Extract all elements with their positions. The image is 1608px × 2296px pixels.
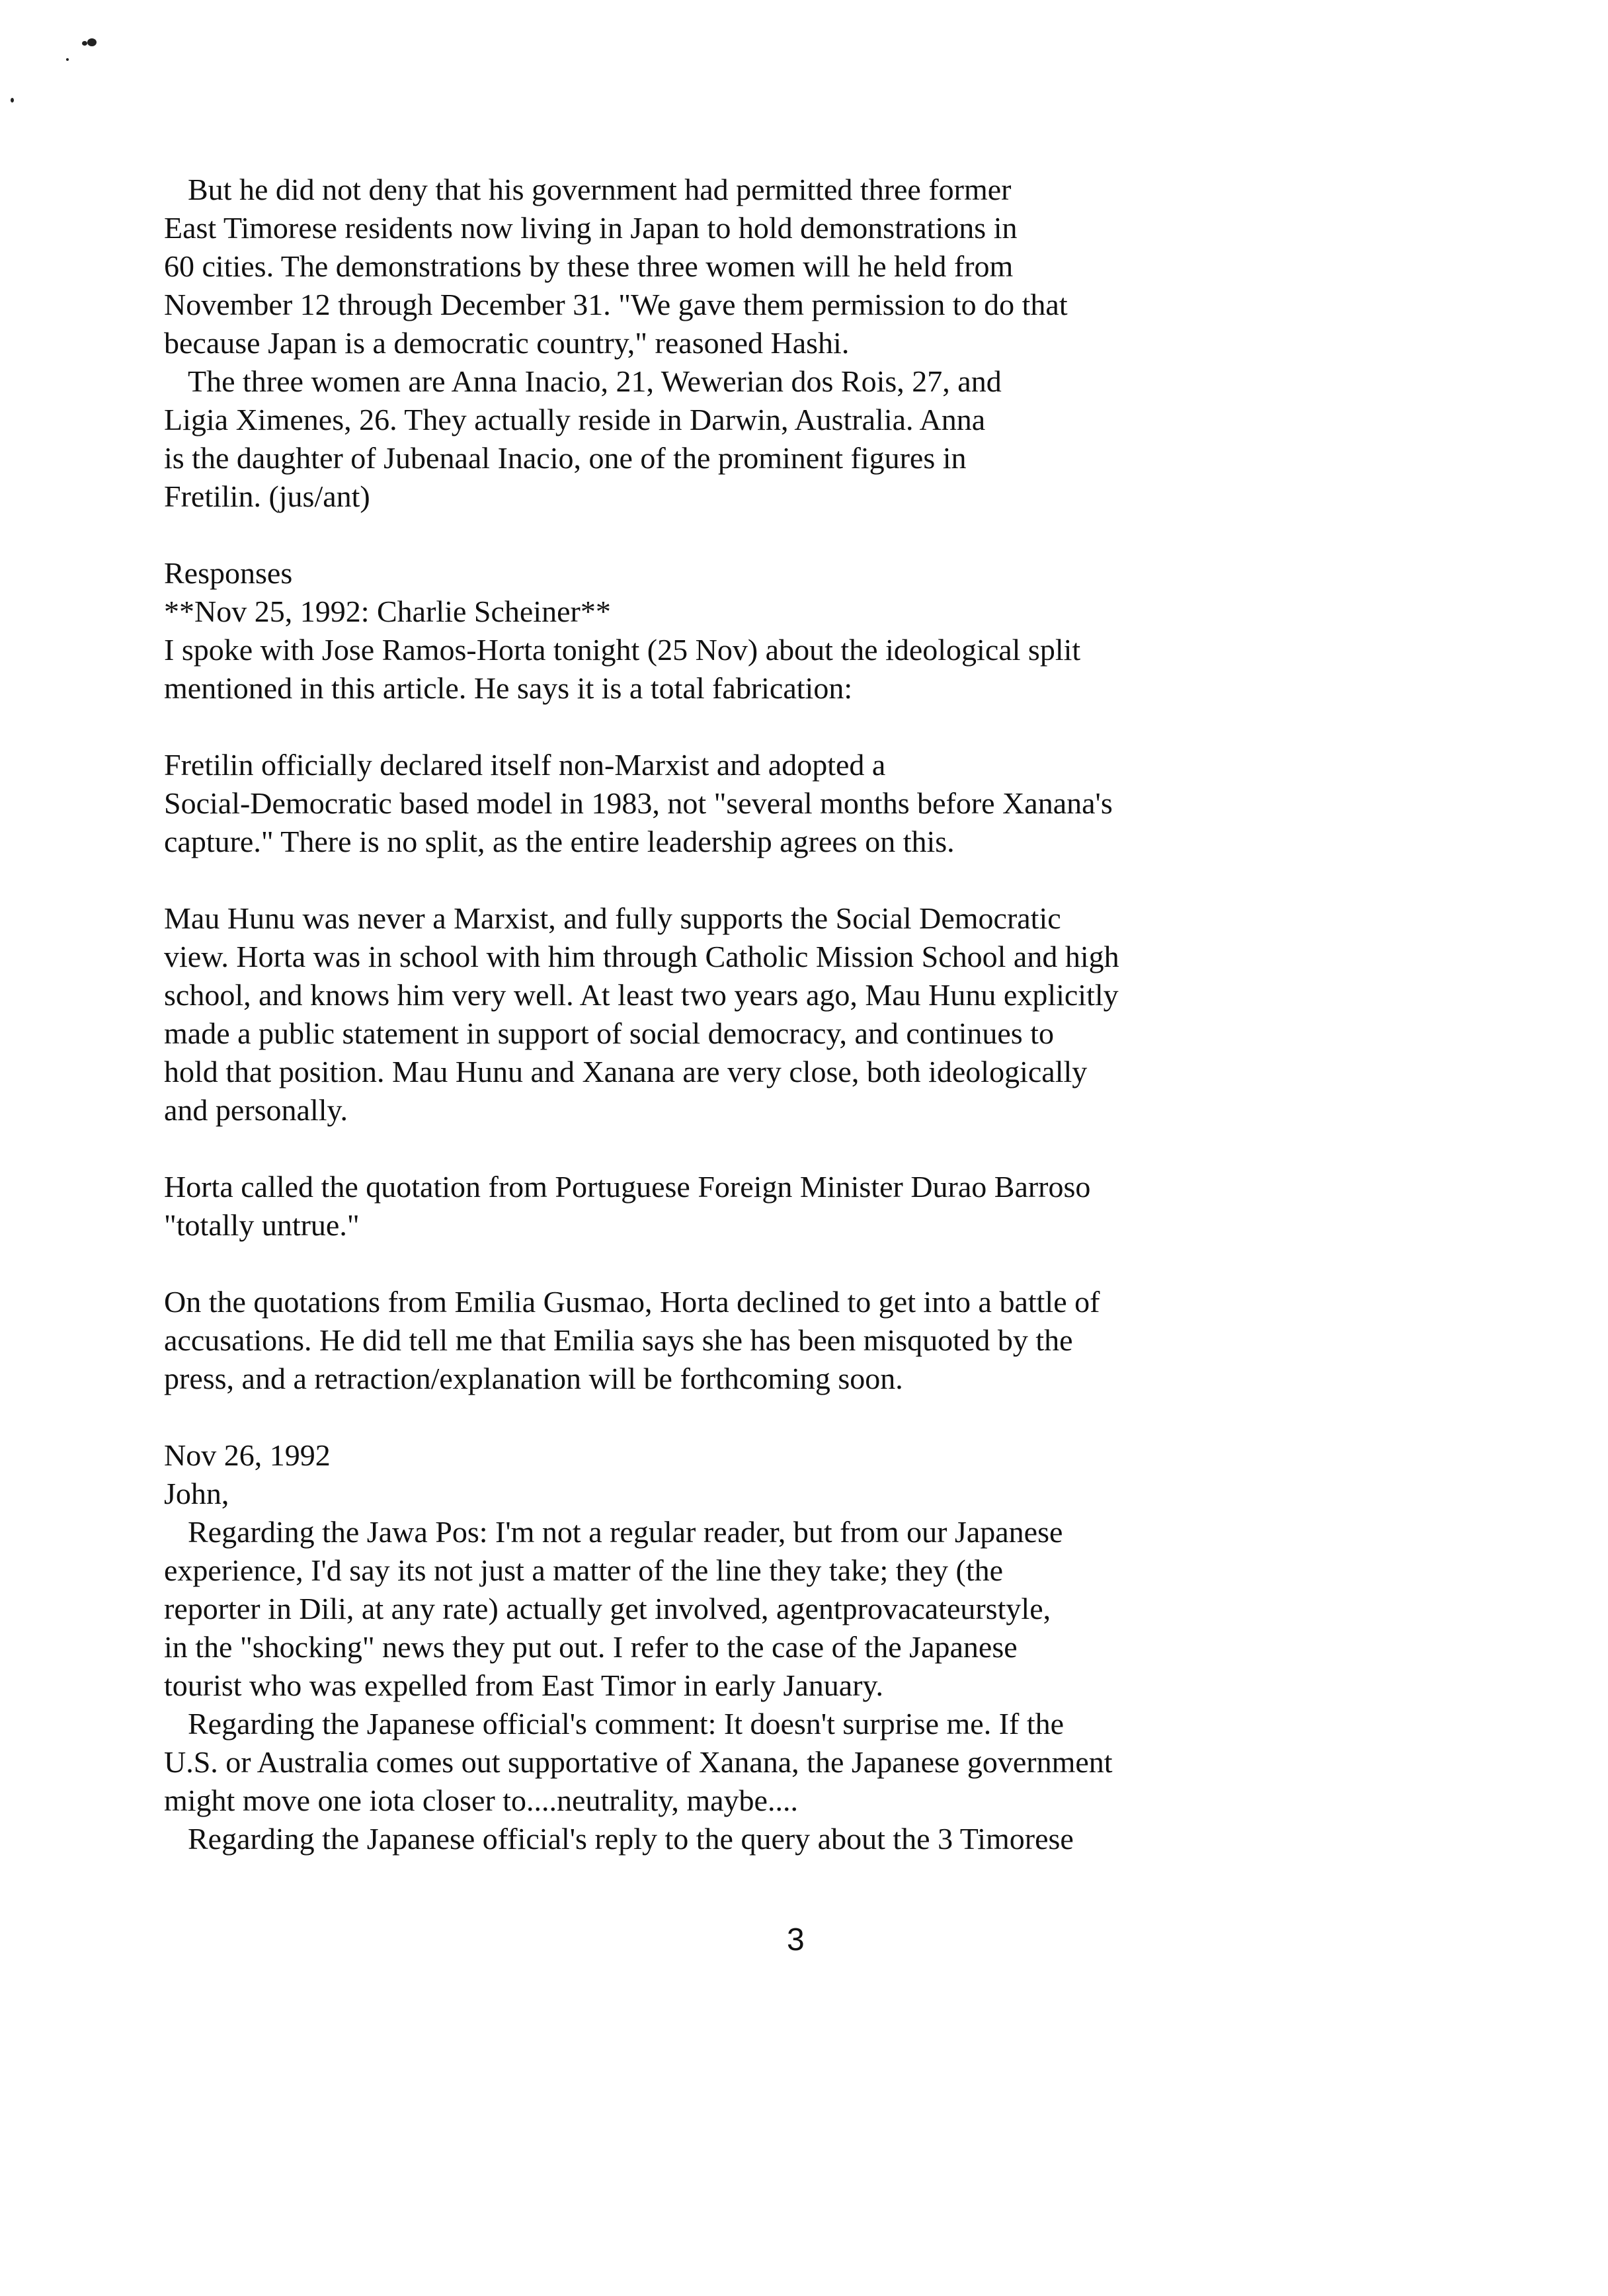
- text-line: view. Horta was in school with him through Catholic Mission School and high: [164, 940, 1119, 973]
- text-line: accusations. He did tell me that Emilia says she has been misquoted by the: [164, 1323, 1073, 1357]
- text-line: On the quotations from Emilia Gusmao, Horta declined to get into a battle of: [164, 1285, 1100, 1319]
- text-line: capture." There is no split, as the entire leadership agrees on this.: [164, 825, 955, 858]
- response-paragraph: [164, 1283, 1460, 1398]
- section-heading: Responses: [164, 556, 293, 590]
- scan-speck: [87, 38, 97, 46]
- text-line: "totally untrue.": [164, 1208, 360, 1242]
- text-line: Horta called the quotation from Portuguese Foreign Minister Durao Barroso: [164, 1170, 1091, 1204]
- text-line: Regarding the Japanese official's comment: It doesn't surprise me. If the: [188, 1707, 1065, 1741]
- page-number: 3: [787, 1922, 805, 1957]
- text-line: experience, I'd say its not just a matter of the line they take; they (the: [164, 1553, 1004, 1587]
- scan-speck: [82, 41, 87, 46]
- text-line: But he did not deny that his government had permitted three former: [188, 173, 1012, 206]
- text-line: U.S. or Australia comes out supportative of Xanana, the Japanese government: [164, 1745, 1113, 1779]
- response-byline: **Nov 25, 1992: Charlie Scheiner**: [164, 594, 611, 628]
- scan-speck: [11, 98, 14, 102]
- text-line: in the "shocking" news they put out. I refer to the case of the Japanese: [164, 1630, 1018, 1664]
- salutation: John,: [164, 1477, 229, 1510]
- response-paragraph: [164, 899, 1460, 1129]
- response-paragraph: [164, 1436, 1460, 1858]
- text-line: made a public statement in support of social democracy, and continues to: [164, 1016, 1054, 1050]
- text-line: Ligia Ximenes, 26. They actually reside in Darwin, Australia. Anna: [164, 403, 986, 436]
- text-line: tourist who was expelled from East Timor in early January.: [164, 1668, 884, 1702]
- text-line: Regarding the Japanese official's reply to the query about the 3 Timorese: [188, 1822, 1074, 1856]
- text-line: 60 cities. The demonstrations by these three women will he held from: [164, 249, 1014, 283]
- text-line: Social-Democratic based model in 1983, not "several months before Xanana's: [164, 786, 1113, 820]
- text-line: Mau Hunu was never a Marxist, and fully supports the Social Democratic: [164, 901, 1061, 935]
- text-line: school, and knows him very well. At least two years ago, Mau Hunu explicitly: [164, 978, 1119, 1012]
- text-line: reporter in Dili, at any rate) actually get involved, agentprovacateurstyle,: [164, 1592, 1051, 1625]
- text-line: hold that position. Mau Hunu and Xanana are very close, both ideologically: [164, 1055, 1088, 1088]
- responses-header-paragraph: [164, 554, 1460, 708]
- text-line: because Japan is a democratic country," reasoned Hashi.: [164, 326, 850, 360]
- response-paragraph: [164, 746, 1460, 861]
- text-line: and personally.: [164, 1093, 348, 1127]
- text-line: might move one iota closer to....neutrality, maybe....: [164, 1784, 798, 1817]
- text-line: Regarding the Jawa Pos: I'm not a regular reader, but from our Japanese: [188, 1515, 1063, 1549]
- text-line: press, and a retraction/explanation will be forthcoming soon.: [164, 1362, 903, 1395]
- article-paragraph: [164, 171, 1460, 516]
- response-paragraph: [164, 1168, 1460, 1245]
- text-line: East Timorese residents now living in Japan to hold demonstrations in: [164, 211, 1018, 245]
- text-line: mentioned in this article. He says it is a total fabrication:: [164, 671, 853, 705]
- text-line: Fretilin. (jus/ant): [164, 479, 370, 513]
- text-line: is the daughter of Jubenaal Inacio, one of the prominent figures in: [164, 441, 967, 475]
- text-line: November 12 through December 31. "We gave them permission to do that: [164, 288, 1068, 321]
- text-line: The three women are Anna Inacio, 21, Wewerian dos Rois, 27, and: [188, 364, 1002, 398]
- response-date: Nov 26, 1992: [164, 1438, 331, 1472]
- scan-speck: [66, 58, 69, 61]
- text-line: Fretilin officially declared itself non-Marxist and adopted a: [164, 748, 886, 782]
- text-line: I spoke with Jose Ramos-Horta tonight (25 Nov) about the ideological split: [164, 633, 1081, 667]
